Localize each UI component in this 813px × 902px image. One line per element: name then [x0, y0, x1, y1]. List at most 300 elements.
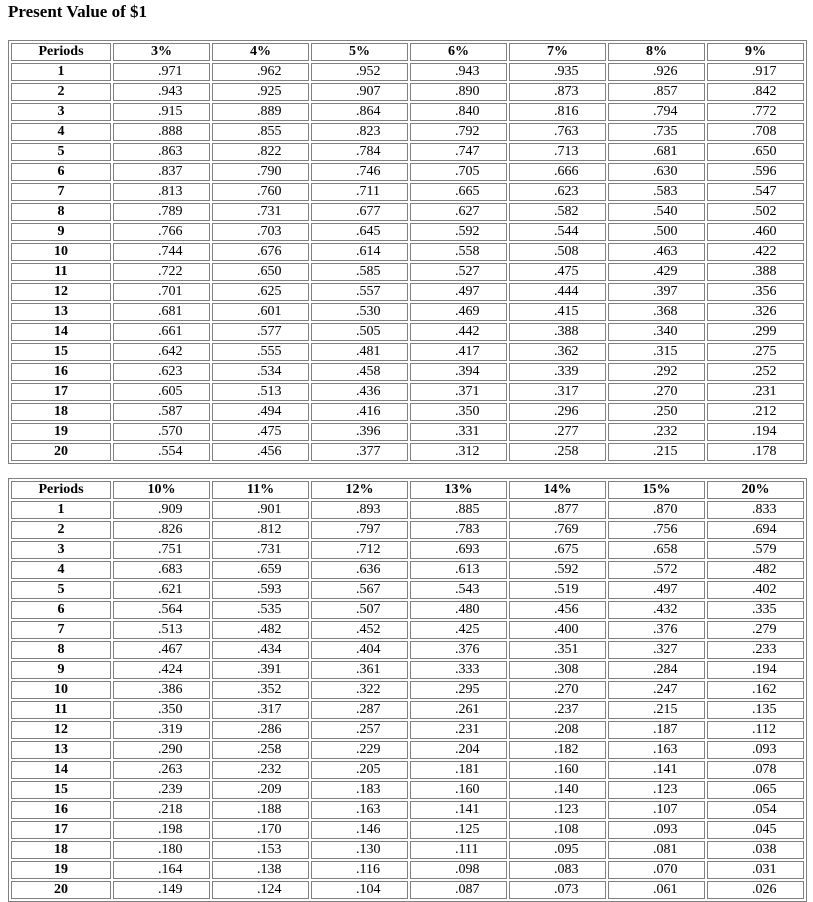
value-cell: .527 [410, 263, 507, 281]
value-cell: .263 [113, 761, 210, 779]
value-cell: .434 [212, 641, 309, 659]
value-cell: .507 [311, 601, 408, 619]
value-cell: .703 [212, 223, 309, 241]
header-row [11, 481, 804, 499]
table-row [11, 243, 804, 261]
value-cell: .572 [608, 561, 705, 579]
value-cell: .681 [113, 303, 210, 321]
value-cell: .658 [608, 541, 705, 559]
value-cell: .534 [212, 363, 309, 381]
period-cell: 5 [11, 581, 111, 599]
value-cell: .415 [509, 303, 606, 321]
value-cell: .284 [608, 661, 705, 679]
period-cell: 9 [11, 223, 111, 241]
value-cell: .661 [113, 323, 210, 341]
value-cell: .837 [113, 163, 210, 181]
value-cell: .812 [212, 521, 309, 539]
value-cell: .564 [113, 601, 210, 619]
value-cell: .231 [410, 721, 507, 739]
value-cell: .149 [113, 881, 210, 899]
value-cell: .826 [113, 521, 210, 539]
rate-header: 5% [311, 43, 408, 61]
value-cell: .567 [311, 581, 408, 599]
value-cell: .746 [311, 163, 408, 181]
periods-header: Periods [11, 43, 111, 61]
value-cell: .402 [707, 581, 804, 599]
value-cell: .519 [509, 581, 606, 599]
value-cell: .535 [212, 601, 309, 619]
value-cell: .645 [311, 223, 408, 241]
table-header [11, 43, 804, 61]
value-cell: .666 [509, 163, 606, 181]
value-cell: .494 [212, 403, 309, 421]
value-cell: .925 [212, 83, 309, 101]
value-cell: .252 [707, 363, 804, 381]
value-cell: .877 [509, 501, 606, 519]
value-cell: .031 [707, 861, 804, 879]
value-cell: .482 [212, 621, 309, 639]
value-cell: .863 [113, 143, 210, 161]
value-cell: .279 [707, 621, 804, 639]
value-cell: .232 [212, 761, 309, 779]
value-cell: .078 [707, 761, 804, 779]
period-cell: 6 [11, 163, 111, 181]
value-cell: .557 [311, 283, 408, 301]
value-cell: .371 [410, 383, 507, 401]
value-cell: .587 [113, 403, 210, 421]
value-cell: .544 [509, 223, 606, 241]
value-cell: .112 [707, 721, 804, 739]
value-cell: .583 [608, 183, 705, 201]
value-cell: .694 [707, 521, 804, 539]
value-cell: .475 [509, 263, 606, 281]
value-cell: .350 [410, 403, 507, 421]
value-cell: .873 [509, 83, 606, 101]
value-cell: .296 [509, 403, 606, 421]
value-cell: .061 [608, 881, 705, 899]
value-cell: .857 [608, 83, 705, 101]
value-cell: .237 [509, 701, 606, 719]
value-cell: .665 [410, 183, 507, 201]
value-cell: .391 [212, 661, 309, 679]
value-cell: .162 [707, 681, 804, 699]
value-cell: .751 [113, 541, 210, 559]
periods-header: Periods [11, 481, 111, 499]
period-cell: 1 [11, 63, 111, 81]
table-row [11, 203, 804, 221]
value-cell: .577 [212, 323, 309, 341]
value-cell: .480 [410, 601, 507, 619]
value-cell: .909 [113, 501, 210, 519]
value-cell: .183 [311, 781, 408, 799]
value-cell: .444 [509, 283, 606, 301]
value-cell: .592 [410, 223, 507, 241]
value-cell: .290 [113, 741, 210, 759]
value-cell: .570 [113, 423, 210, 441]
value-cell: .442 [410, 323, 507, 341]
value-cell: .783 [410, 521, 507, 539]
value-cell: .558 [410, 243, 507, 261]
period-cell: 20 [11, 443, 111, 461]
value-cell: .683 [113, 561, 210, 579]
table-row [11, 303, 804, 321]
value-cell: .463 [608, 243, 705, 261]
value-cell: .146 [311, 821, 408, 839]
value-cell: .362 [509, 343, 606, 361]
table-row [11, 881, 804, 899]
table-row [11, 183, 804, 201]
table-row [11, 581, 804, 599]
period-cell: 17 [11, 383, 111, 401]
value-cell: .124 [212, 881, 309, 899]
value-cell: .232 [608, 423, 705, 441]
value-cell: .971 [113, 63, 210, 81]
value-cell: .160 [509, 761, 606, 779]
table-row [11, 801, 804, 819]
value-cell: .917 [707, 63, 804, 81]
value-cell: .400 [509, 621, 606, 639]
rate-header: 6% [410, 43, 507, 61]
value-cell: .209 [212, 781, 309, 799]
table-row [11, 163, 804, 181]
rate-header: 9% [707, 43, 804, 61]
period-cell: 5 [11, 143, 111, 161]
table-row [11, 541, 804, 559]
value-cell: .926 [608, 63, 705, 81]
value-cell: .178 [707, 443, 804, 461]
value-cell: .907 [311, 83, 408, 101]
value-cell: .335 [707, 601, 804, 619]
value-cell: .681 [608, 143, 705, 161]
table-row [11, 143, 804, 161]
value-cell: .623 [113, 363, 210, 381]
rate-header: 14% [509, 481, 606, 499]
value-cell: .601 [212, 303, 309, 321]
value-cell: .500 [608, 223, 705, 241]
value-cell: .763 [509, 123, 606, 141]
value-cell: .299 [707, 323, 804, 341]
period-cell: 4 [11, 123, 111, 141]
table-header [11, 481, 804, 499]
period-cell: 16 [11, 363, 111, 381]
value-cell: .456 [212, 443, 309, 461]
value-cell: .424 [113, 661, 210, 679]
value-cell: .286 [212, 721, 309, 739]
value-cell: .813 [113, 183, 210, 201]
value-cell: .613 [410, 561, 507, 579]
table-row [11, 861, 804, 879]
value-cell: .555 [212, 343, 309, 361]
value-cell: .621 [113, 581, 210, 599]
value-cell: .756 [608, 521, 705, 539]
value-cell: .935 [509, 63, 606, 81]
value-cell: .952 [311, 63, 408, 81]
value-cell: .187 [608, 721, 705, 739]
value-cell: .943 [113, 83, 210, 101]
value-cell: .636 [311, 561, 408, 579]
period-cell: 7 [11, 621, 111, 639]
period-cell: 14 [11, 761, 111, 779]
value-cell: .317 [509, 383, 606, 401]
value-cell: .915 [113, 103, 210, 121]
table-row [11, 781, 804, 799]
value-cell: .160 [410, 781, 507, 799]
value-cell: .261 [410, 701, 507, 719]
value-cell: .317 [212, 701, 309, 719]
table-row [11, 561, 804, 579]
value-cell: .962 [212, 63, 309, 81]
value-cell: .045 [707, 821, 804, 839]
value-cell: .130 [311, 841, 408, 859]
value-cell: .456 [509, 601, 606, 619]
table-row [11, 721, 804, 739]
value-cell: .038 [707, 841, 804, 859]
value-cell: .784 [311, 143, 408, 161]
rate-header: 8% [608, 43, 705, 61]
value-cell: .508 [509, 243, 606, 261]
value-cell: .627 [410, 203, 507, 221]
value-cell: .833 [707, 501, 804, 519]
value-cell: .460 [707, 223, 804, 241]
value-cell: .153 [212, 841, 309, 859]
value-cell: .890 [410, 83, 507, 101]
value-cell: .772 [707, 103, 804, 121]
value-cell: .258 [509, 443, 606, 461]
value-cell: .592 [509, 561, 606, 579]
value-cell: .630 [608, 163, 705, 181]
value-cell: .116 [311, 861, 408, 879]
value-cell: .722 [113, 263, 210, 281]
period-cell: 10 [11, 681, 111, 699]
value-cell: .376 [410, 641, 507, 659]
period-cell: 19 [11, 423, 111, 441]
value-cell: .650 [212, 263, 309, 281]
value-cell: .404 [311, 641, 408, 659]
value-cell: .797 [311, 521, 408, 539]
value-cell: .452 [311, 621, 408, 639]
table-row [11, 423, 804, 441]
value-cell: .701 [113, 283, 210, 301]
value-cell: .467 [113, 641, 210, 659]
value-cell: .436 [311, 383, 408, 401]
value-cell: .864 [311, 103, 408, 121]
table-row [11, 343, 804, 361]
period-cell: 3 [11, 541, 111, 559]
value-cell: .855 [212, 123, 309, 141]
value-cell: .870 [608, 501, 705, 519]
value-cell: .676 [212, 243, 309, 261]
value-cell: .287 [311, 701, 408, 719]
period-cell: 13 [11, 741, 111, 759]
period-cell: 20 [11, 881, 111, 899]
value-cell: .893 [311, 501, 408, 519]
table-row [11, 63, 804, 81]
value-cell: .642 [113, 343, 210, 361]
value-cell: .497 [410, 283, 507, 301]
value-cell: .769 [509, 521, 606, 539]
header-row [11, 43, 804, 61]
value-cell: .889 [212, 103, 309, 121]
value-cell: .376 [608, 621, 705, 639]
value-cell: .397 [608, 283, 705, 301]
table-body [11, 501, 804, 899]
value-cell: .422 [707, 243, 804, 261]
period-cell: 9 [11, 661, 111, 679]
rate-header: 10% [113, 481, 210, 499]
period-cell: 13 [11, 303, 111, 321]
value-cell: .513 [113, 621, 210, 639]
value-cell: .497 [608, 581, 705, 599]
period-cell: 14 [11, 323, 111, 341]
table-row [11, 681, 804, 699]
value-cell: .181 [410, 761, 507, 779]
value-cell: .731 [212, 541, 309, 559]
value-cell: .108 [509, 821, 606, 839]
value-cell: .530 [311, 303, 408, 321]
value-cell: .901 [212, 501, 309, 519]
value-cell: .458 [311, 363, 408, 381]
value-cell: .731 [212, 203, 309, 221]
value-cell: .292 [608, 363, 705, 381]
value-cell: .198 [113, 821, 210, 839]
value-cell: .315 [608, 343, 705, 361]
table-row [11, 103, 804, 121]
value-cell: .170 [212, 821, 309, 839]
value-cell: .789 [113, 203, 210, 221]
value-cell: .270 [509, 681, 606, 699]
period-cell: 1 [11, 501, 111, 519]
value-cell: .579 [707, 541, 804, 559]
table-row [11, 841, 804, 859]
value-cell: .135 [707, 701, 804, 719]
period-cell: 6 [11, 601, 111, 619]
value-cell: .760 [212, 183, 309, 201]
period-cell: 12 [11, 721, 111, 739]
value-cell: .257 [311, 721, 408, 739]
value-cell: .111 [410, 841, 507, 859]
value-cell: .677 [311, 203, 408, 221]
value-cell: .585 [311, 263, 408, 281]
value-cell: .614 [311, 243, 408, 261]
value-cell: .547 [707, 183, 804, 201]
value-cell: .164 [113, 861, 210, 879]
period-cell: 11 [11, 701, 111, 719]
value-cell: .377 [311, 443, 408, 461]
table-row [11, 701, 804, 719]
value-cell: .351 [509, 641, 606, 659]
value-cell: .650 [707, 143, 804, 161]
value-cell: .312 [410, 443, 507, 461]
period-cell: 18 [11, 841, 111, 859]
value-cell: .356 [707, 283, 804, 301]
value-cell: .475 [212, 423, 309, 441]
value-cell: .766 [113, 223, 210, 241]
value-cell: .208 [509, 721, 606, 739]
period-cell: 3 [11, 103, 111, 121]
value-cell: .123 [608, 781, 705, 799]
table-row [11, 443, 804, 461]
value-cell: .095 [509, 841, 606, 859]
value-cell: .331 [410, 423, 507, 441]
value-cell: .141 [410, 801, 507, 819]
value-cell: .943 [410, 63, 507, 81]
value-cell: .327 [608, 641, 705, 659]
present-value-table-low-rates [8, 40, 807, 464]
period-cell: 19 [11, 861, 111, 879]
period-cell: 15 [11, 781, 111, 799]
value-cell: .138 [212, 861, 309, 879]
value-cell: .711 [311, 183, 408, 201]
value-cell: .250 [608, 403, 705, 421]
value-cell: .205 [311, 761, 408, 779]
value-cell: .239 [113, 781, 210, 799]
value-cell: .623 [509, 183, 606, 201]
table-row [11, 741, 804, 759]
table-row [11, 383, 804, 401]
value-cell: .593 [212, 581, 309, 599]
value-cell: .093 [608, 821, 705, 839]
period-cell: 11 [11, 263, 111, 281]
value-cell: .270 [608, 383, 705, 401]
value-cell: .087 [410, 881, 507, 899]
value-cell: .792 [410, 123, 507, 141]
value-cell: .093 [707, 741, 804, 759]
value-cell: .308 [509, 661, 606, 679]
value-cell: .432 [608, 601, 705, 619]
rate-header: 4% [212, 43, 309, 61]
value-cell: .659 [212, 561, 309, 579]
value-cell: .388 [707, 263, 804, 281]
value-cell: .233 [707, 641, 804, 659]
value-cell: .505 [311, 323, 408, 341]
table-row [11, 83, 804, 101]
value-cell: .081 [608, 841, 705, 859]
value-cell: .712 [311, 541, 408, 559]
table-row [11, 283, 804, 301]
table-row [11, 521, 804, 539]
period-cell: 12 [11, 283, 111, 301]
value-cell: .794 [608, 103, 705, 121]
value-cell: .747 [410, 143, 507, 161]
value-cell: .182 [509, 741, 606, 759]
value-cell: .417 [410, 343, 507, 361]
value-cell: .350 [113, 701, 210, 719]
value-cell: .215 [608, 443, 705, 461]
value-cell: .790 [212, 163, 309, 181]
value-cell: .163 [311, 801, 408, 819]
value-cell: .295 [410, 681, 507, 699]
value-cell: .125 [410, 821, 507, 839]
value-cell: .582 [509, 203, 606, 221]
value-cell: .816 [509, 103, 606, 121]
value-cell: .693 [410, 541, 507, 559]
rate-header: 12% [311, 481, 408, 499]
value-cell: .247 [608, 681, 705, 699]
value-cell: .163 [608, 741, 705, 759]
period-cell: 4 [11, 561, 111, 579]
value-cell: .107 [608, 801, 705, 819]
rate-header: 3% [113, 43, 210, 61]
table-row [11, 641, 804, 659]
value-cell: .823 [311, 123, 408, 141]
period-cell: 7 [11, 183, 111, 201]
value-cell: .083 [509, 861, 606, 879]
table-body [11, 63, 804, 461]
value-cell: .513 [212, 383, 309, 401]
value-cell: .605 [113, 383, 210, 401]
value-cell: .141 [608, 761, 705, 779]
value-cell: .229 [311, 741, 408, 759]
